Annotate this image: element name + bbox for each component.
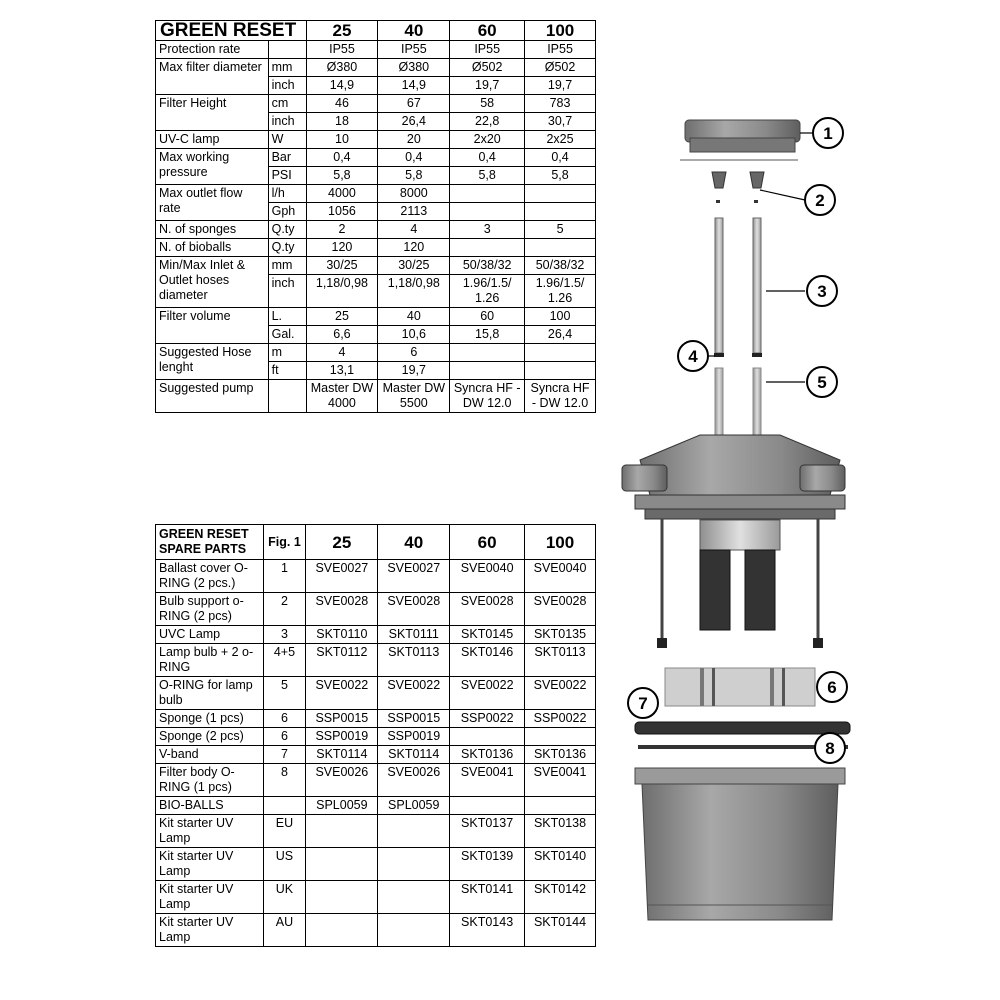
part-label: Sponge (1 pcs): [156, 710, 264, 728]
callout-6: [817, 672, 847, 702]
part-fig: 1: [263, 560, 306, 593]
spec-unit: Bar: [268, 149, 306, 167]
part-fig: US: [263, 848, 306, 881]
spec-unit: PSI: [268, 167, 306, 185]
part-code: SKT0112: [306, 644, 378, 677]
spec-value: 10,6: [378, 326, 450, 344]
spec-unit: m: [268, 344, 306, 362]
spec-value: 0,4: [525, 149, 596, 167]
parts-body: [156, 560, 596, 947]
spec-value: 1,18/0,98: [306, 275, 378, 308]
spec-value: 19,7: [450, 77, 525, 95]
spec-value: 30/25: [378, 257, 450, 275]
spec-value: 2: [306, 221, 378, 239]
spec-value: IP55: [525, 41, 596, 59]
part-code: SKT0135: [525, 626, 596, 644]
part-fig: 7: [263, 746, 306, 764]
model-header: 60: [450, 525, 525, 560]
spec-row: [156, 95, 596, 113]
spec-row: [156, 149, 596, 167]
spec-table: [155, 20, 596, 413]
spec-label: Max outlet flow rate: [156, 185, 269, 221]
part-code: SKT0139: [450, 848, 525, 881]
part-code: SKT0111: [378, 626, 450, 644]
spec-unit: cm: [268, 95, 306, 113]
part-code: SPL0059: [378, 797, 450, 815]
part-code: SKT0114: [306, 746, 378, 764]
model-header: 25: [306, 525, 378, 560]
part-code: SVE0027: [306, 560, 378, 593]
spec-value: [450, 203, 525, 221]
callout-number: 3: [817, 282, 827, 301]
part-code: SVE0026: [306, 764, 378, 797]
part-code: SVE0022: [525, 677, 596, 710]
part-code: [306, 848, 378, 881]
spec-unit: ft: [268, 362, 306, 380]
part-label: O-RING for lamp bulb: [156, 677, 264, 710]
part-fig: 8: [263, 764, 306, 797]
part-fig: EU: [263, 815, 306, 848]
parts-row: [156, 746, 596, 764]
part-code: SVE0028: [525, 593, 596, 626]
callout-number: 2: [815, 191, 825, 210]
part-label: UVC Lamp: [156, 626, 264, 644]
spec-value: 26,4: [378, 113, 450, 131]
part-fig: AU: [263, 914, 306, 947]
spec-value: IP55: [306, 41, 378, 59]
spare-parts-table: [155, 524, 596, 947]
part-label: Kit starter UV Lamp: [156, 815, 264, 848]
part-code: SVE0040: [450, 560, 525, 593]
spec-value: 18: [306, 113, 378, 131]
parts-row: [156, 815, 596, 848]
spec-label: Filter volume: [156, 308, 269, 344]
spec-value: Ø502: [450, 59, 525, 77]
spec-value: 6,6: [306, 326, 378, 344]
spec-value: 13,1: [306, 362, 378, 380]
part-code: SKT0141: [450, 881, 525, 914]
parts-row: [156, 560, 596, 593]
parts-row: [156, 593, 596, 626]
spec-value: 4: [378, 221, 450, 239]
spec-value: [450, 344, 525, 362]
spec-value: 0,4: [450, 149, 525, 167]
spec-value: 0,4: [378, 149, 450, 167]
spec-row: [156, 380, 596, 413]
exploded-filter-diagram: [600, 100, 1000, 940]
spec-value: 120: [306, 239, 378, 257]
spec-unit: Q.ty: [268, 221, 306, 239]
spec-value: 25: [306, 308, 378, 326]
spec-unit: inch: [268, 77, 306, 95]
callout-number: 7: [638, 694, 648, 713]
spec-value: 14,9: [378, 77, 450, 95]
part-code: SPL0059: [306, 797, 378, 815]
spec-row: [156, 257, 596, 275]
parts-row: [156, 710, 596, 728]
spec-value: 26,4: [525, 326, 596, 344]
part-code: SVE0028: [378, 593, 450, 626]
spec-unit: [268, 380, 306, 413]
part-code: SKT0145: [450, 626, 525, 644]
spec-value: 20: [378, 131, 450, 149]
spec-value: IP55: [450, 41, 525, 59]
callout-8: [815, 733, 845, 763]
spec-unit: mm: [268, 257, 306, 275]
spec-value: Ø502: [525, 59, 596, 77]
part-code: SKT0136: [450, 746, 525, 764]
part-code: [378, 815, 450, 848]
parts-row: [156, 626, 596, 644]
model-header: 25: [306, 21, 378, 41]
spec-unit: L.: [268, 308, 306, 326]
part-code: SVE0028: [450, 593, 525, 626]
part-code: SKT0138: [525, 815, 596, 848]
part-label: Sponge (2 pcs): [156, 728, 264, 746]
parts-row: [156, 797, 596, 815]
part-code: SVE0022: [306, 677, 378, 710]
spec-unit: mm: [268, 59, 306, 77]
part-code: SVE0028: [306, 593, 378, 626]
spec-value: [450, 362, 525, 380]
parts-row: [156, 881, 596, 914]
fig-header: Fig. 1: [263, 525, 306, 560]
part-code: SKT0146: [450, 644, 525, 677]
spec-unit: inch: [268, 275, 306, 308]
spec-row: [156, 131, 596, 149]
part-code: SVE0041: [525, 764, 596, 797]
spec-value: 30/25: [306, 257, 378, 275]
spec-value: 19,7: [525, 77, 596, 95]
spec-value: 2x25: [525, 131, 596, 149]
spec-value: [450, 185, 525, 203]
callout-number: 8: [825, 739, 835, 758]
spec-value: Syncra HF - DW 12.0: [525, 380, 596, 413]
part-code: SVE0041: [450, 764, 525, 797]
spec-value: 5,8: [450, 167, 525, 185]
part-code: SVE0026: [378, 764, 450, 797]
spec-value: 5,8: [525, 167, 596, 185]
spec-value: 10: [306, 131, 378, 149]
part-code: [306, 881, 378, 914]
spec-row: [156, 59, 596, 77]
part-code: SSP0015: [306, 710, 378, 728]
callout-1: [813, 118, 843, 148]
spec-label: N. of sponges: [156, 221, 269, 239]
callout-number: 1: [823, 124, 833, 143]
callout-5: [807, 367, 837, 397]
part-fig: 6: [263, 728, 306, 746]
parts-row: [156, 848, 596, 881]
part-fig: 6: [263, 710, 306, 728]
part-code: [378, 848, 450, 881]
spec-value: 40: [378, 308, 450, 326]
callout-number: 5: [817, 373, 827, 392]
part-code: SKT0143: [450, 914, 525, 947]
spec-value: [525, 203, 596, 221]
part-code: SKT0142: [525, 881, 596, 914]
spec-value: 4000: [306, 185, 378, 203]
callout-4: [678, 341, 708, 371]
spec-label: Protection rate: [156, 41, 269, 59]
part-label: BIO-BALLS: [156, 797, 264, 815]
spec-value: Master DW 4000: [306, 380, 378, 413]
spec-unit: [268, 41, 306, 59]
part-code: SVE0040: [525, 560, 596, 593]
spec-value: Ø380: [378, 59, 450, 77]
spec-value: 5: [525, 221, 596, 239]
spec-label: Max working pressure: [156, 149, 269, 185]
part-fig: 4+5: [263, 644, 306, 677]
parts-row: [156, 677, 596, 710]
spec-value: 14,9: [306, 77, 378, 95]
part-label: Kit starter UV Lamp: [156, 848, 264, 881]
spec-row: [156, 239, 596, 257]
part-code: SSP0022: [450, 710, 525, 728]
part-code: SKT0137: [450, 815, 525, 848]
part-code: SSP0015: [378, 710, 450, 728]
uvc-lamp-part: [715, 218, 761, 353]
part-code: SKT0113: [525, 644, 596, 677]
spec-label: Max filter diameter: [156, 59, 269, 95]
spec-value: 67: [378, 95, 450, 113]
spec-label: Min/Max Inlet & Outlet hoses diameter: [156, 257, 269, 308]
part-code: SVE0022: [378, 677, 450, 710]
spec-row: [156, 344, 596, 362]
model-header: 100: [525, 525, 596, 560]
spec-unit: Gal.: [268, 326, 306, 344]
part-fig: 5: [263, 677, 306, 710]
callout-2: [805, 185, 835, 215]
spec-value: [525, 344, 596, 362]
spec-value: 46: [306, 95, 378, 113]
part-code: SVE0022: [450, 677, 525, 710]
spec-value: Syncra HF - DW 12.0: [450, 380, 525, 413]
spec-row: [156, 41, 596, 59]
spec-value: Master DW 5500: [378, 380, 450, 413]
part-code: SKT0113: [378, 644, 450, 677]
part-code: SSP0019: [378, 728, 450, 746]
callout-7: [628, 688, 658, 718]
part-label: Ballast cover O-RING (2 pcs.): [156, 560, 264, 593]
part-code: SKT0144: [525, 914, 596, 947]
spec-value: 50/38/32: [525, 257, 596, 275]
parts-row: [156, 914, 596, 947]
spec-row: [156, 185, 596, 203]
spec-value: 6: [378, 344, 450, 362]
spec-value: Ø380: [306, 59, 378, 77]
part-label: V-band: [156, 746, 264, 764]
spec-unit: l/h: [268, 185, 306, 203]
spec-value: 50/38/32: [450, 257, 525, 275]
spec-label: Suggested pump: [156, 380, 269, 413]
part-code: SKT0136: [525, 746, 596, 764]
spec-value: 1.96/1.5/ 1.26: [450, 275, 525, 308]
part-label: Lamp bulb + 2 o-RING: [156, 644, 264, 677]
spec-value: 2x20: [450, 131, 525, 149]
spec-header-row: [156, 21, 596, 41]
part-code: SSP0019: [306, 728, 378, 746]
v-band-part: [635, 722, 850, 734]
part-code: [525, 797, 596, 815]
part-code: SVE0027: [378, 560, 450, 593]
spec-value: 1.96/1.5/ 1.26: [525, 275, 596, 308]
part-fig: 3: [263, 626, 306, 644]
spec-value: [525, 185, 596, 203]
part-code: [378, 881, 450, 914]
callout-number: 4: [688, 347, 698, 366]
model-header: 40: [378, 525, 450, 560]
spec-value: [525, 362, 596, 380]
spec-body: [156, 41, 596, 413]
part-label: Filter body O-RING (1 pcs): [156, 764, 264, 797]
part-code: [378, 914, 450, 947]
part-code: SKT0110: [306, 626, 378, 644]
spec-value: [525, 239, 596, 257]
spec-label: UV-C lamp: [156, 131, 269, 149]
part-label: Kit starter UV Lamp: [156, 914, 264, 947]
part-label: Bulb support o-RING (2 pcs): [156, 593, 264, 626]
spec-unit: W: [268, 131, 306, 149]
callout-number: 6: [827, 678, 837, 697]
spec-row: [156, 308, 596, 326]
model-header: 60: [450, 21, 525, 41]
parts-header-row: [156, 525, 596, 560]
spec-value: 100: [525, 308, 596, 326]
spec-label: Suggested Hose lenght: [156, 344, 269, 380]
spec-title: GREEN RESET: [156, 21, 307, 41]
spec-value: 5,8: [306, 167, 378, 185]
part-label: Kit starter UV Lamp: [156, 881, 264, 914]
spec-value: 60: [450, 308, 525, 326]
spec-value: 3: [450, 221, 525, 239]
spec-unit: Gph: [268, 203, 306, 221]
spec-value: 2113: [378, 203, 450, 221]
part-fig: UK: [263, 881, 306, 914]
spec-value: 4: [306, 344, 378, 362]
spec-value: 22,8: [450, 113, 525, 131]
part-code: [306, 815, 378, 848]
filter-head-assembly: [622, 435, 845, 648]
spec-value: 120: [378, 239, 450, 257]
part-code: [525, 728, 596, 746]
filter-body-part: [635, 768, 845, 920]
spec-label: N. of bioballs: [156, 239, 269, 257]
sponge-part: [665, 668, 815, 706]
spec-value: IP55: [378, 41, 450, 59]
callout-3: [807, 276, 837, 306]
spec-value: 0,4: [306, 149, 378, 167]
spec-value: 1056: [306, 203, 378, 221]
spec-unit: inch: [268, 113, 306, 131]
part-code: SKT0140: [525, 848, 596, 881]
ballast-cover-part: [680, 120, 800, 160]
bulb-support-part: [712, 172, 764, 203]
spec-value: 15,8: [450, 326, 525, 344]
parts-row: [156, 728, 596, 746]
spec-value: 58: [450, 95, 525, 113]
part-code: [450, 797, 525, 815]
parts-row: [156, 644, 596, 677]
lamp-bulb-part: [714, 353, 762, 438]
part-code: SSP0022: [525, 710, 596, 728]
model-header: 40: [378, 21, 450, 41]
part-fig: [263, 797, 306, 815]
parts-title: GREEN RESET SPARE PARTS: [156, 525, 264, 560]
spec-value: 783: [525, 95, 596, 113]
model-header: 100: [525, 21, 596, 41]
part-code: [450, 728, 525, 746]
spec-unit: Q.ty: [268, 239, 306, 257]
part-fig: 2: [263, 593, 306, 626]
part-code: [306, 914, 378, 947]
spec-value: 1,18/0,98: [378, 275, 450, 308]
spec-value: 5,8: [378, 167, 450, 185]
spec-label: Filter Height: [156, 95, 269, 131]
parts-row: [156, 764, 596, 797]
spec-value: 8000: [378, 185, 450, 203]
spec-row: [156, 221, 596, 239]
spec-value: [450, 239, 525, 257]
spec-value: 19,7: [378, 362, 450, 380]
spec-value: 30,7: [525, 113, 596, 131]
part-code: SKT0114: [378, 746, 450, 764]
